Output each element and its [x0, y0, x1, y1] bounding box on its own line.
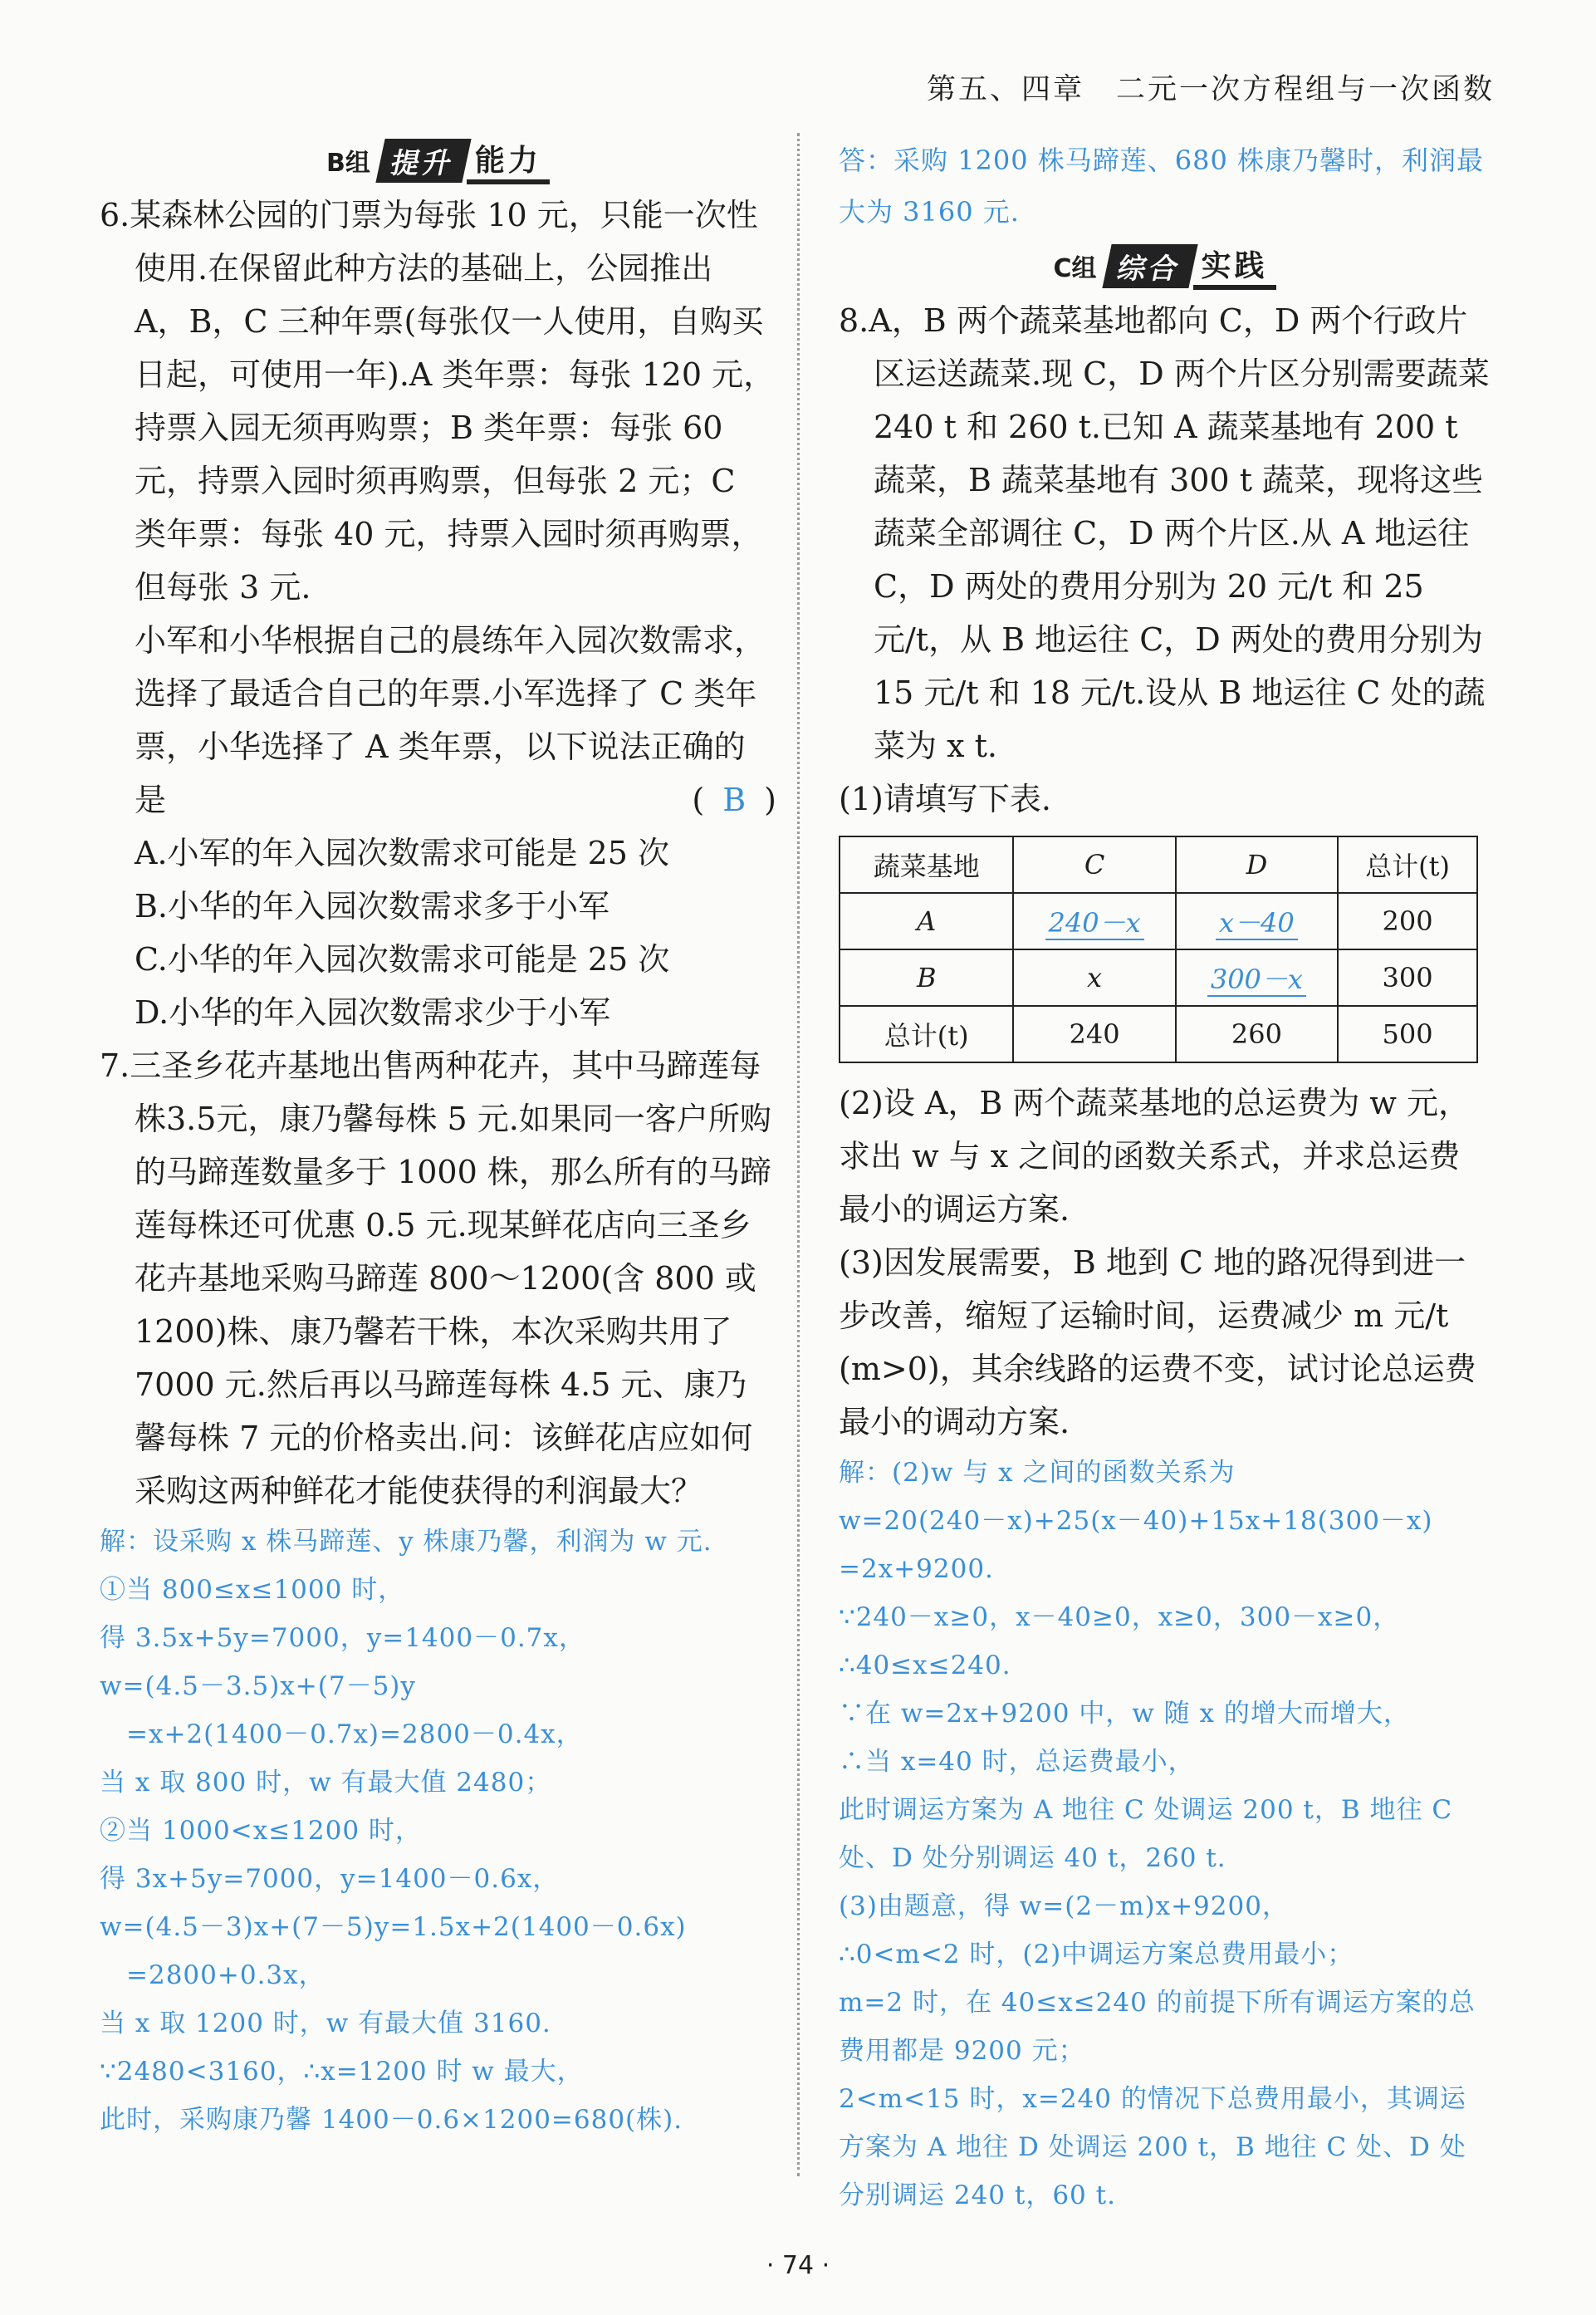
- section-b-word2: 能力: [467, 137, 550, 184]
- section-c-group: C组: [1053, 254, 1097, 283]
- section-c-word2: 实践: [1193, 243, 1276, 290]
- right-column: [839, 135, 1491, 2219]
- q7-solution-line: =x+2(1400－0.7x)=2800－0.4x，: [100, 1719, 583, 1749]
- q7-solution-line: 此时，采购康乃馨 1400－0.6×1200=680(株).: [100, 2105, 683, 2135]
- q7-solution-line: ②当 1000<x≤1200 时，: [100, 1816, 422, 1846]
- table-cell-filled: [1013, 893, 1175, 949]
- q8-part3: (3)因发展需要，B 地到 C 地的路况得到进一步改善，缩短了运输时间，运费减少 m 元/t (m>0)，其余线路的运费不变，试讨论总运费最小的调动方案.: [839, 1244, 1476, 1440]
- filled-answer: 240－x: [1045, 907, 1144, 940]
- page-number: · 74 ·: [766, 2251, 830, 2280]
- q7-solution-line: w=(4.5－3)x+(7－5)y=1.5x+2(1400－0.6x): [100, 1912, 687, 1942]
- q7-solution: [100, 1518, 776, 2144]
- q8-part1: (1)请填写下表.: [839, 781, 1051, 817]
- q8-solution: [839, 1449, 1491, 2219]
- q7-solution-line: 得 3.5x+5y=7000，y=1400－0.7x，: [100, 1623, 585, 1653]
- q6-option-d: D.小华的年入园次数需求少于小军: [135, 994, 611, 1031]
- table-cell: 总计(t): [840, 1006, 1013, 1062]
- table-cell: 240: [1013, 1006, 1175, 1062]
- q7-solution-line: =2800+0.3x，: [100, 1960, 326, 1990]
- q6-question: [100, 614, 776, 826]
- q6-option-c: C.小华的年入园次数需求可能是 25 次: [135, 941, 670, 978]
- q8-solution-line: m=2 时，在 40≤x≤240 的前提下所有调运方案的总费用都是 9200 元；: [839, 1988, 1476, 2066]
- table-cell: 260: [1176, 1006, 1338, 1062]
- q8-solution-line: (3)由题意，得 w=(2－m)x+9200，: [839, 1891, 1289, 1921]
- left-column: [100, 137, 776, 2144]
- q7-final-answer: 答：采购 1200 株马蹄莲、680 株康乃馨时，利润最大为 3160 元.: [839, 145, 1485, 228]
- table-cell: 200: [1338, 893, 1477, 949]
- q7-solution-line: ①当 800≤x≤1000 时，: [100, 1575, 405, 1605]
- filled-answer: x－40: [1216, 907, 1298, 940]
- q6-option-b: B.小华的年入园次数需求多于小军: [135, 888, 610, 925]
- table-header-cell: C: [1013, 836, 1175, 893]
- table-cell: x: [1013, 949, 1175, 1006]
- table-cell-filled: [1176, 949, 1338, 1006]
- q8-solution-line: ∴当 x=40 时，总运费最小，: [839, 1747, 1195, 1777]
- section-c-banner: [839, 243, 1491, 289]
- table-row: [840, 1006, 1477, 1062]
- table-cell: A: [840, 893, 1013, 949]
- q8-solution-line: 2<m<15 时，x=240 的情况下总费用最小，其调运方案为 A 地往 D 处调运 200 t，B 地往 C 处、D 处分别调运 240 t，60 t.: [839, 2084, 1466, 2210]
- table-cell: 300: [1338, 949, 1477, 1006]
- q8-table: [839, 836, 1478, 1063]
- q8-stem: 8.A，B 两个蔬菜基地都向 C，D 两个行政片区运送蔬菜.现 C，D 两个片区分别需要蔬菜 240 t 和 260 t.已知 A 蔬菜基地有 200 t 蔬菜，B 蔬菜基地有 300 t 蔬菜，现将这些蔬菜全部调往 C，D 两个片区.从 A 地运往 C，D 两处的费用分别为 20 元/t 和 25 元/t，从 B 地运往 C，D 两处的费用分别为 15 元/t 和 18 元/t.设从 B 地运往 C 处的蔬菜为 x t.: [839, 302, 1490, 764]
- q8-solution-line: 解：(2)w 与 x 之间的函数关系为: [839, 1458, 1236, 1488]
- q6-stem: 6.某森林公园的门票为每张 10 元，只能一次性使用.在保留此种方法的基础上，公园推出 A，B，C 三种年票(每张仅一人使用，自购买日起，可使用一年).A 类年票：每张 120 元，持票入园无须再购票；B 类年票：每张 60 元，持票入园时须再购票，但每张 2 元；C 类年票：每张 40 元，持票入园时须再购票，但每张 3 元.: [100, 197, 776, 606]
- section-b-group: B组: [326, 149, 370, 178]
- q7-solution-line: ∵2480<3160，∴x=1200 时 w 最大，: [100, 2057, 584, 2087]
- q7-solution-line: 解：设采购 x 株马蹄莲、y 株康乃馨，利润为 w 元.: [100, 1527, 712, 1557]
- filled-answer: 300－x: [1207, 964, 1306, 997]
- table-row: [840, 893, 1477, 949]
- section-c-word1: 综合: [1102, 244, 1197, 288]
- q8-solution-line: ∵240－x≥0，x－40≥0，x≥0，300－x≥0，: [839, 1602, 1400, 1632]
- column-divider: [797, 133, 800, 2176]
- section-b-banner: [100, 137, 776, 184]
- q7-solution-line: w=(4.5－3.5)x+(7－5)y: [100, 1671, 416, 1701]
- q7-stem: 7.三圣乡花卉基地出售两种花卉，其中马蹄莲每株3.5元，康乃馨每株 5 元.如果同一客户所购的马蹄莲数量多于 1000 株，那么所有的马蹄莲每株还可优惠 0.5 元.现某鲜花店向三圣乡花卉基地采购马蹄莲 800～1200(含 800 或 1200)株、康乃馨若干株，本次采购共用了 7000 元.然后再以马蹄莲每株 4.5 元、康乃馨每株 7 元的价格卖出.问：该鲜花店应如何采购这两种鲜花才能使获得的利润最大？: [100, 1047, 771, 1509]
- table-cell: 500: [1338, 1006, 1477, 1062]
- q8-part2: (2)设 A，B 两个蔬菜基地的总运费为 w 元，求出 w 与 x 之间的函数关系式，并求总运费最小的调运方案.: [839, 1085, 1471, 1228]
- q7-solution-line: 得 3x+5y=7000，y=1400－0.6x，: [100, 1864, 560, 1894]
- q7-solution-line: 当 x 取 1200 时，w 有最大值 3160.: [100, 2008, 551, 2038]
- q8-solution-line: w=20(240－x)+25(x－40)+15x+18(300－x): [839, 1506, 1433, 1536]
- q6-option-a: A.小军的年入园次数需求可能是 25 次: [135, 835, 670, 871]
- table-header-cell: 蔬菜基地: [840, 836, 1013, 893]
- q8-solution-line: 此时调运方案为 A 地往 C 处调运 200 t，B 地往 C 处、D 处分别调运 40 t，260 t.: [839, 1795, 1453, 1873]
- table-row: [840, 949, 1477, 1006]
- q7-solution-line: 当 x 取 800 时，w 有最大值 2480；: [100, 1768, 552, 1798]
- q8-solution-line: =2x+9200.: [839, 1554, 994, 1584]
- q8-solution-line: ∵在 w=2x+9200 中，w 随 x 的增大而增大，: [839, 1699, 1410, 1729]
- table-header-row: [840, 836, 1477, 893]
- table-cell: B: [840, 949, 1013, 1006]
- table-header-cell: D: [1176, 836, 1338, 893]
- table-cell-filled: [1176, 893, 1338, 949]
- q8-solution-line: ∴40≤x≤240.: [839, 1650, 1011, 1680]
- chapter-header: 第五、四章 二元一次方程组与一次函数: [926, 73, 1495, 106]
- q6-answer: B: [722, 782, 747, 818]
- q8-solution-line: ∴0<m<2 时，(2)中调运方案总费用最小；: [839, 1940, 1354, 1969]
- q6-question-text: 小军和小华根据自己的晨练年入园次数需求，选择了最适合自己的年票.小军选择了 C 类年票，小华选择了 A 类年票，以下说法正确的是: [135, 622, 766, 818]
- q6-answer-box: ( B ): [692, 782, 776, 818]
- table-header-cell: 总计(t): [1338, 836, 1477, 893]
- section-b-word1: 提升: [375, 139, 471, 183]
